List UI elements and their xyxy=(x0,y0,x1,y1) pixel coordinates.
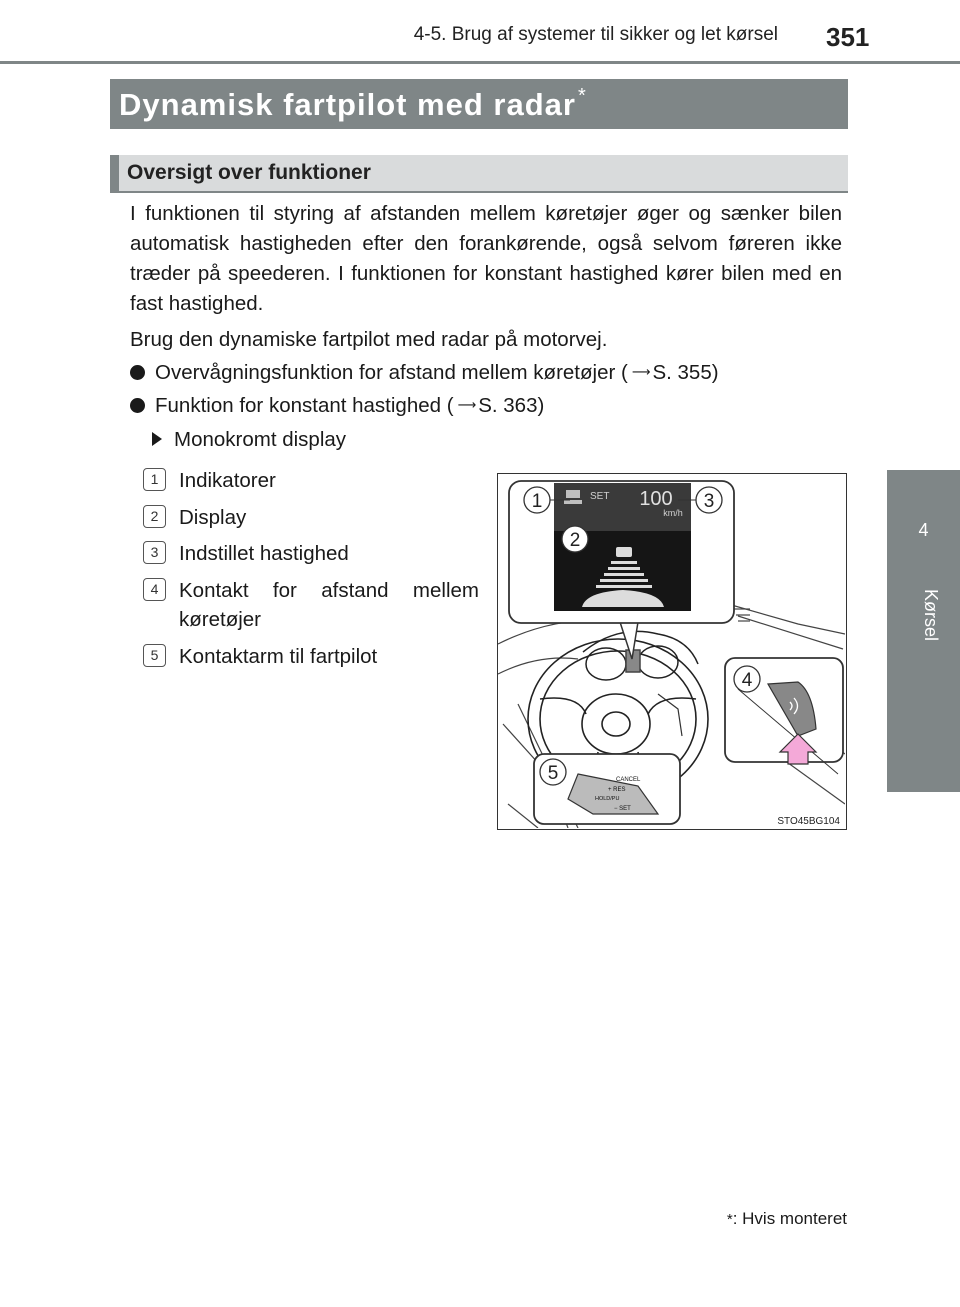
cockpit-illustration-drawing xyxy=(498,474,845,828)
display-set-indicator: SET xyxy=(590,491,610,502)
lever-label-hold: HOLD/PU xyxy=(595,796,620,802)
footnote-mark: * xyxy=(726,1211,733,1228)
page-reference-link[interactable]: S. 355) xyxy=(652,361,719,384)
legend-number: 1 xyxy=(143,468,166,491)
footnote-text: : Hvis monteret xyxy=(732,1209,847,1228)
legend-text: Kontaktarm til fartpilot xyxy=(179,645,378,668)
display-type-heading: Monokromt display xyxy=(152,428,346,452)
figure-code: STO45BG104 xyxy=(777,816,840,827)
bullet-item: Funktion for konstant hastighed ( ⟶S. 363) xyxy=(130,390,544,421)
header-divider xyxy=(0,61,960,64)
page-number: 351 xyxy=(826,22,870,52)
callout-number: 1 xyxy=(531,491,543,512)
legend-number: 3 xyxy=(143,541,166,564)
intro-paragraph: I funktionen til styring af afstanden mellem køretøjer øger og sænker bilen automatisk hastigheden efter den forankørende, også selvom føreren ikke træder på speederen. I funktionen for konstant hastighed kører bilen med en fast hastighed. xyxy=(130,202,842,315)
section-heading-text: Oversigt over funktioner xyxy=(127,161,371,184)
usage-paragraph: Brug den dynamiske fartpilot med radar på motorvej. xyxy=(130,328,608,351)
legend-number: 2 xyxy=(143,505,166,528)
bullet-dot xyxy=(130,398,145,413)
callout-number: 5 xyxy=(547,763,559,784)
reference-arrow-icon: ⟶ xyxy=(457,397,477,412)
section-heading xyxy=(110,155,848,191)
triangle-marker-icon xyxy=(152,432,162,446)
legend-number: 4 xyxy=(143,578,166,601)
header-section-title: 4-5. Brug af systemer til sikker og let kørsel xyxy=(413,24,778,45)
legend-text: Display xyxy=(179,506,247,529)
title-footnote-mark: * xyxy=(577,85,587,107)
footnote xyxy=(690,1209,847,1229)
section-heading-rule xyxy=(110,191,848,193)
callout-number: 4 xyxy=(741,670,753,691)
bullet-dot xyxy=(130,365,145,380)
legend-number: 5 xyxy=(143,644,166,667)
legend-text: Indstillet hastighed xyxy=(179,542,349,565)
legend-text: Indikatorer xyxy=(179,469,276,492)
lever-label-set: − SET xyxy=(614,806,631,812)
lever-label-cancel: CANCEL xyxy=(616,777,641,783)
display-speed-unit: km/h xyxy=(663,508,683,518)
page-reference-link[interactable]: S. 363) xyxy=(478,394,545,417)
reference-arrow-icon: ⟶ xyxy=(631,364,651,379)
section-heading-accent xyxy=(110,155,119,191)
chapter-tab-label: Kørsel xyxy=(921,588,941,641)
page-title-text: Dynamisk fartpilot med radar xyxy=(119,87,576,122)
cockpit-illustration xyxy=(497,473,847,830)
lever-label-res: + RES xyxy=(608,787,626,793)
page-title xyxy=(110,79,848,129)
display-set-speed: 100 xyxy=(639,488,673,510)
callout-number: 3 xyxy=(703,491,715,512)
callout-number: 2 xyxy=(569,530,581,551)
legend-text: Kontakt for afstand mellem køretøjer xyxy=(179,579,479,631)
bullet-item: Overvågningsfunktion for afstand mellem køretøjer ( ⟶S. 355) xyxy=(130,357,719,388)
chapter-tab-number: 4 xyxy=(918,520,929,540)
